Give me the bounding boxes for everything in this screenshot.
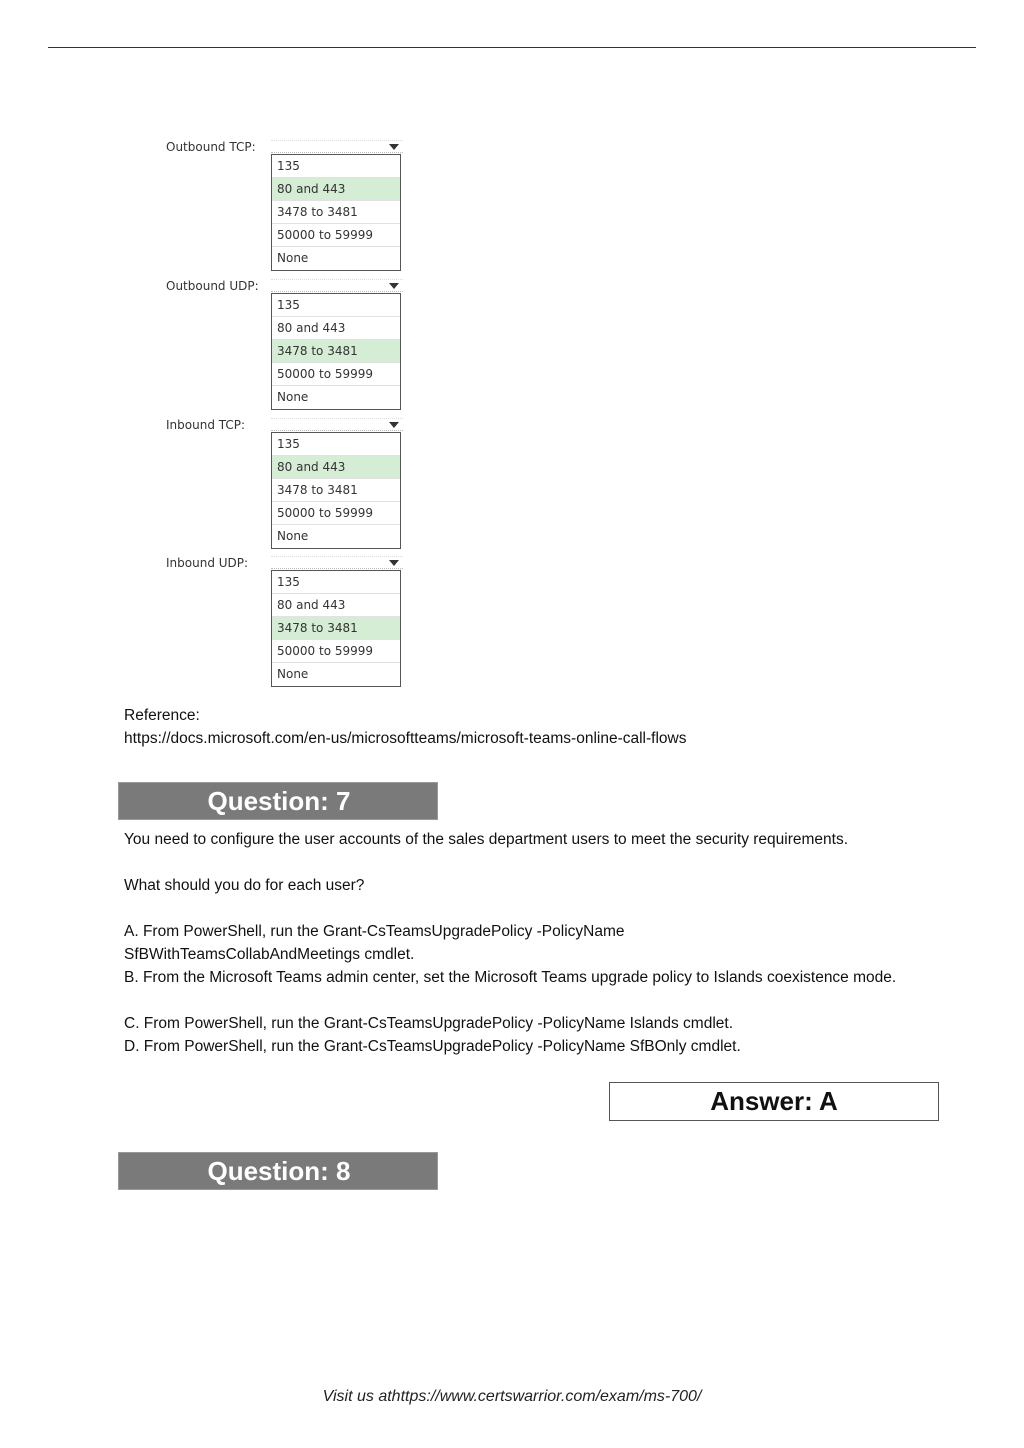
footer-link[interactable]: Visit us athttps://www.certswarrior.com/exam/ms-700/ xyxy=(322,1388,702,1405)
outbound-udp-label: Outbound UDP: xyxy=(166,279,259,293)
question-7-body: You need to configure the user accounts of the sales department users to meet the security requirements. xyxy=(124,831,849,848)
chevron-down-icon[interactable] xyxy=(389,283,399,289)
outbound-tcp-label: Outbound TCP: xyxy=(166,140,256,154)
inbound-udp-select[interactable] xyxy=(271,556,403,569)
dropdown-option[interactable]: 135 xyxy=(272,433,400,456)
outbound-tcp-options xyxy=(271,154,401,271)
answer-text: Answer: A xyxy=(710,1086,838,1116)
chevron-down-icon[interactable] xyxy=(389,144,399,150)
dropdown-option[interactable]: 135 xyxy=(272,155,400,178)
option-a: A. From PowerShell, run the Grant-CsTeamsUpgradePolicy -PolicyName SfBWithTeamsCollabAndMeetings cmdlet. xyxy=(124,923,625,963)
option-b: B. From the Microsoft Teams admin center, set the Microsoft Teams upgrade policy to Islands coexistence mode. xyxy=(124,969,897,986)
dropdown-option[interactable]: 50000 to 59999 xyxy=(272,640,400,663)
inbound-udp-label: Inbound UDP: xyxy=(166,556,249,570)
dropdown-option[interactable]: None xyxy=(277,667,309,681)
dropdown-option[interactable]: 135 xyxy=(272,294,400,317)
dropdown-option[interactable]: None xyxy=(277,529,309,543)
question-8-header xyxy=(118,1152,438,1190)
outbound-tcp-select[interactable] xyxy=(271,140,403,153)
dropdown-option[interactable]: 50000 to 59999 xyxy=(272,224,400,247)
inbound-tcp-options xyxy=(271,432,401,549)
question-7-prompt: What should you do for each user? xyxy=(124,877,365,894)
dropdown-option[interactable]: 80 and 443 xyxy=(272,456,400,479)
reference-link[interactable]: https://docs.microsoft.com/en-us/microsoftteams/microsoft-teams-online-call-flows xyxy=(124,730,687,747)
chevron-down-icon[interactable] xyxy=(389,422,399,428)
outbound-udp-select[interactable] xyxy=(271,279,403,292)
dropdown-option[interactable]: 50000 to 59999 xyxy=(272,363,400,386)
dropdown-option[interactable]: None xyxy=(277,390,309,404)
question-8-title: Question: 8 xyxy=(207,1156,351,1186)
dropdown-option[interactable]: None xyxy=(277,251,309,265)
question-7-header xyxy=(118,782,438,820)
dropdown-option[interactable]: 135 xyxy=(272,571,400,594)
option-d: D. From PowerShell, run the Grant-CsTeamsUpgradePolicy -PolicyName SfBOnly cmdlet. xyxy=(124,1038,741,1055)
option-c: C. From PowerShell, run the Grant-CsTeamsUpgradePolicy -PolicyName Islands cmdlet. xyxy=(124,1015,734,1032)
question-7-title: Question: 7 xyxy=(207,786,351,816)
dropdown-option[interactable]: 3478 to 3481 xyxy=(272,201,400,224)
chevron-down-icon[interactable] xyxy=(389,560,399,566)
dropdown-option[interactable]: 80 and 443 xyxy=(272,317,400,340)
inbound-udp-options xyxy=(271,570,401,687)
header-rule xyxy=(48,47,976,48)
dropdown-option[interactable]: 3478 to 3481 xyxy=(272,617,400,640)
inbound-tcp-label: Inbound TCP: xyxy=(166,418,246,432)
inbound-tcp-select[interactable] xyxy=(271,418,403,431)
dropdown-option[interactable]: 80 and 443 xyxy=(272,594,400,617)
outbound-udp-options xyxy=(271,293,401,410)
dropdown-option[interactable]: 3478 to 3481 xyxy=(272,479,400,502)
dropdown-option[interactable]: 3478 to 3481 xyxy=(272,340,400,363)
dropdown-option[interactable]: 80 and 443 xyxy=(272,178,400,201)
answer-box xyxy=(609,1082,939,1121)
dropdown-option[interactable]: 50000 to 59999 xyxy=(272,502,400,525)
reference-label: Reference: xyxy=(124,707,200,724)
